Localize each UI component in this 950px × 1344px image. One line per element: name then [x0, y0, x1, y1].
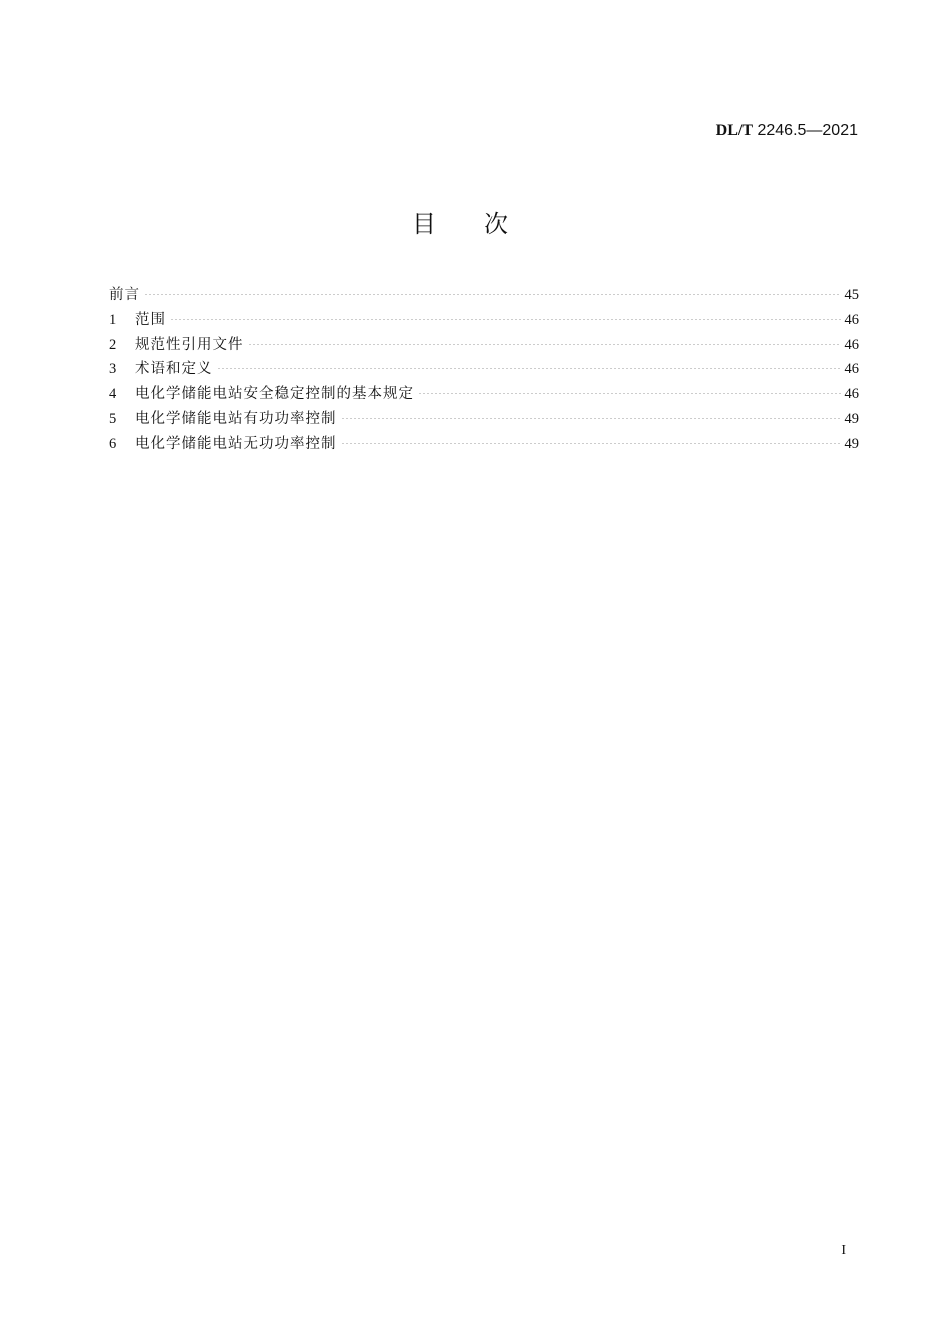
toc-entry-number: 5	[109, 410, 117, 427]
toc-entry-foreword[interactable]	[109, 283, 859, 308]
toc-entry-text: 电化学储能电站无功功率控制	[135, 435, 337, 452]
toc-entry-3[interactable]	[109, 357, 859, 382]
standard-code	[716, 122, 858, 140]
toc-entry-number: 6	[109, 435, 117, 452]
toc-entry-page: 45	[844, 287, 859, 303]
toc-entry-text: 电化学储能电站有功功率控制	[135, 410, 337, 427]
toc-entry-number: 1	[109, 311, 117, 328]
toc-entry-text: 前言	[109, 287, 140, 303]
toc-entry-page: 46	[844, 311, 859, 328]
toc-entry-page: 46	[844, 336, 859, 353]
toc-entry-number: 2	[109, 336, 117, 353]
toc-entry-6[interactable]	[109, 432, 859, 457]
toc-entry-text: 电化学储能电站安全稳定控制的基本规定	[135, 386, 414, 403]
toc-leader-dots	[248, 344, 841, 345]
toc-leader-dots	[341, 443, 841, 444]
toc-leader-dots	[217, 368, 841, 369]
standard-number: 2246.5—2021	[757, 122, 858, 139]
toc-entry-4[interactable]	[109, 382, 859, 407]
toc-entry-text: 术语和定义	[135, 361, 213, 378]
toc-entry-number: 4	[109, 386, 117, 403]
toc-leader-dots	[341, 418, 841, 419]
toc-leader-dots	[144, 294, 841, 295]
toc-leader-dots	[170, 319, 841, 320]
toc-entry-page: 49	[844, 410, 859, 427]
page-number: I	[841, 1243, 846, 1258]
standard-prefix: DL/T	[715, 122, 754, 139]
toc-entry-1[interactable]	[109, 308, 859, 333]
toc-entry-2[interactable]	[109, 333, 859, 358]
toc-leader-dots	[418, 393, 841, 394]
toc-entry-page: 46	[844, 386, 859, 403]
toc-entry-page: 49	[844, 435, 859, 452]
toc-entry-page: 46	[844, 361, 859, 378]
toc-entry-number: 3	[109, 361, 117, 378]
toc-entry-text: 规范性引用文件	[135, 336, 244, 353]
toc-entry-5[interactable]	[109, 407, 859, 432]
toc-title: 目次	[412, 210, 556, 238]
table-of-contents	[109, 283, 859, 457]
toc-entry-text: 范围	[135, 311, 166, 328]
